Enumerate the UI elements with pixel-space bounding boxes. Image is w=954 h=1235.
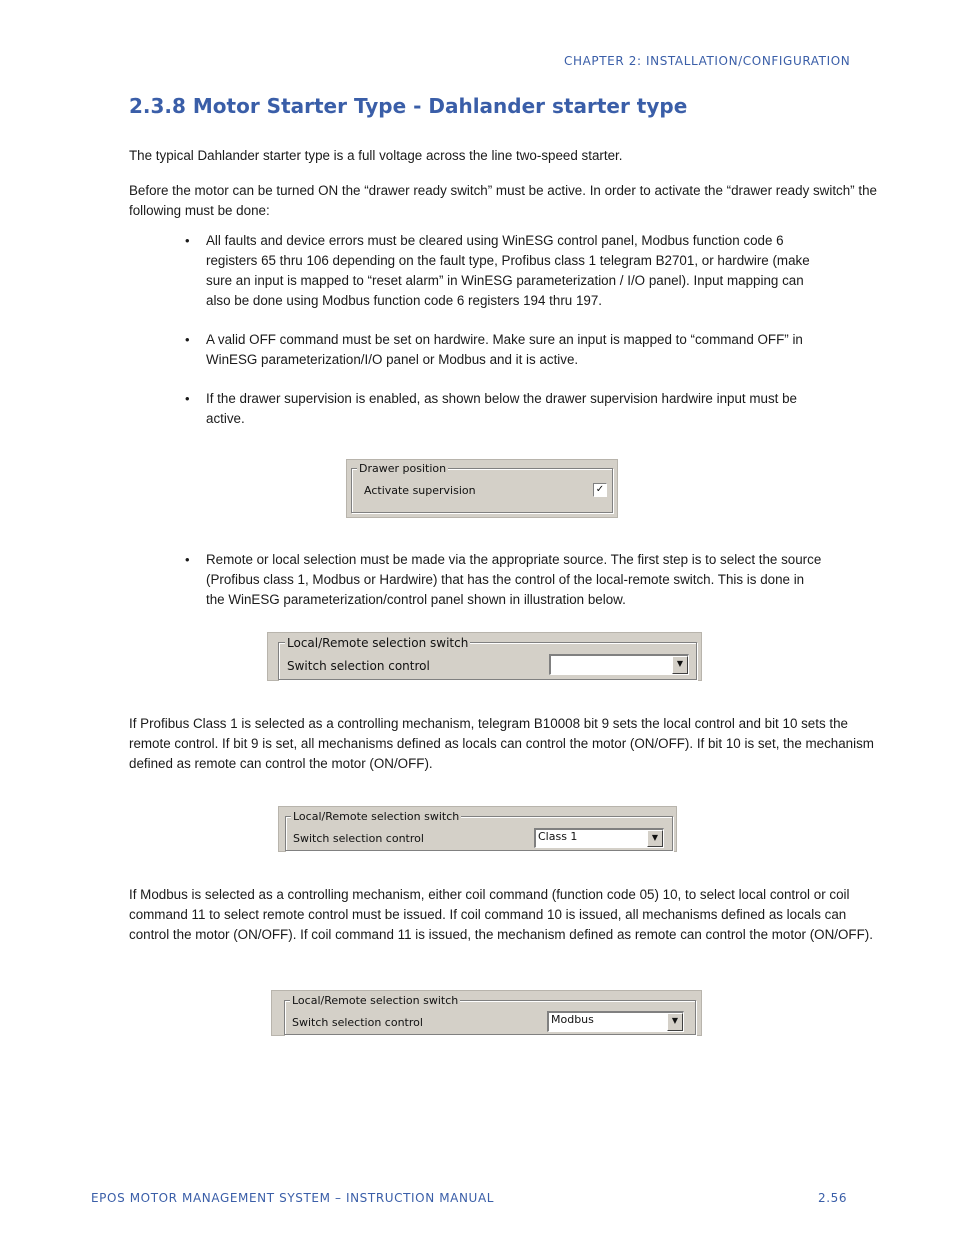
- activate-supervision-label: Activate supervision: [364, 484, 476, 497]
- bullet-text: Remote or local selection must be made via the appropriate source. The first step is to select the source (Profibus class 1, Modbus or Hardwire) that has the control of the local-remote switch. This is done in the WinESG parameterization/control panel shown in illustration below.: [206, 552, 822, 607]
- drawer-position-label: Drawer position: [359, 462, 447, 475]
- section-title: 2.3.8 Motor Starter Type - Dahlander starter type: [129, 94, 688, 118]
- intro-paragraph: The typical Dahlander starter type is a full voltage across the line two-speed starter.: [129, 148, 623, 163]
- bullet-item-remote-local: [185, 550, 826, 610]
- drawer-ready-paragraph: Before the motor can be turned ON the “drawer ready switch” must be active. In order to activate the “drawer ready switch” the following must be done:: [129, 183, 877, 218]
- switch-panel-class1: [278, 806, 677, 852]
- drawer-position-panel: [346, 459, 618, 518]
- switch-panel-empty: [267, 632, 702, 681]
- switch-panel-modbus: [271, 990, 702, 1036]
- bullet-text: All faults and device errors must be cleared using WinESG control panel, Modbus function code 6 registers 65 thru 106 depending on the fault type, Profibus class 1 telegram B2701, or hardwire (make sure an input is mapped to “reset alarm” in WinESG parameterization / I/O panel). Input mapping can also be done using Modbus function code 6 registers 194 thru 197.: [206, 233, 810, 308]
- dropdown-value: Class 1: [538, 830, 578, 843]
- footer-page-number: 2.56: [818, 1191, 848, 1205]
- chevron-down-icon[interactable]: ▼: [672, 656, 688, 674]
- modbus-paragraph: If Modbus is selected as a controlling mechanism, either coil command (function code 05) 10, to select local control or coil command 11 to select remote control must be issued. If coil command 10 is issued, all mechanisms defined as locals can control the motor (ON/OFF). If coil command 11 is issued, the mechanism defined as remote can control the motor (ON/OFF).: [129, 887, 873, 942]
- chevron-down-icon[interactable]: ▼: [647, 830, 663, 847]
- switch-field-label: Switch selection control: [292, 1016, 423, 1029]
- dropdown-value: Modbus: [551, 1013, 594, 1026]
- switch-field-label: Switch selection control: [293, 832, 424, 845]
- switch-field-label: Switch selection control: [287, 659, 430, 673]
- switch-group-label: Local/Remote selection switch: [293, 810, 460, 823]
- switch-group-label: Local/Remote selection switch: [292, 994, 459, 1007]
- profibus-paragraph: If Profibus Class 1 is selected as a controlling mechanism, telegram B10008 bit 9 sets the local control and bit 10 sets the remote control. If bit 9 is set, all mechanisms defined as locals can control the motor (ON/OFF). If bit 10 is set, the mechanism defined as remote can control the motor (ON/OFF).: [129, 716, 874, 771]
- switch-selection-dropdown[interactable]: [534, 828, 664, 848]
- chevron-down-icon[interactable]: ▼: [667, 1013, 683, 1031]
- bullet-item-faults: [185, 231, 826, 311]
- switch-group-label: Local/Remote selection switch: [287, 636, 469, 650]
- bullet-text: A valid OFF command must be set on hardwire. Make sure an input is mapped to “command OFF” in WinESG parameterization/I/O panel or Modbus and it is active.: [206, 332, 803, 367]
- bullet-text: If the drawer supervision is enabled, as shown below the drawer supervision hardwire input must be active.: [206, 391, 797, 426]
- bullet-symbol: •: [185, 391, 190, 406]
- chapter-header: CHAPTER 2: INSTALLATION/CONFIGURATION: [564, 54, 851, 68]
- bullet-item-off-command: [185, 330, 826, 370]
- activate-supervision-checkbox[interactable]: ✓: [593, 483, 607, 497]
- bullet-symbol: •: [185, 233, 190, 248]
- footer-manual-title: EPOS MOTOR MANAGEMENT SYSTEM – INSTRUCTION MANUAL: [91, 1191, 495, 1205]
- switch-selection-dropdown[interactable]: [547, 1011, 684, 1032]
- bullet-item-drawer-supervision: [185, 389, 826, 429]
- switch-selection-dropdown[interactable]: [549, 654, 689, 675]
- bullet-symbol: •: [185, 332, 190, 347]
- bullet-symbol: •: [185, 552, 190, 567]
